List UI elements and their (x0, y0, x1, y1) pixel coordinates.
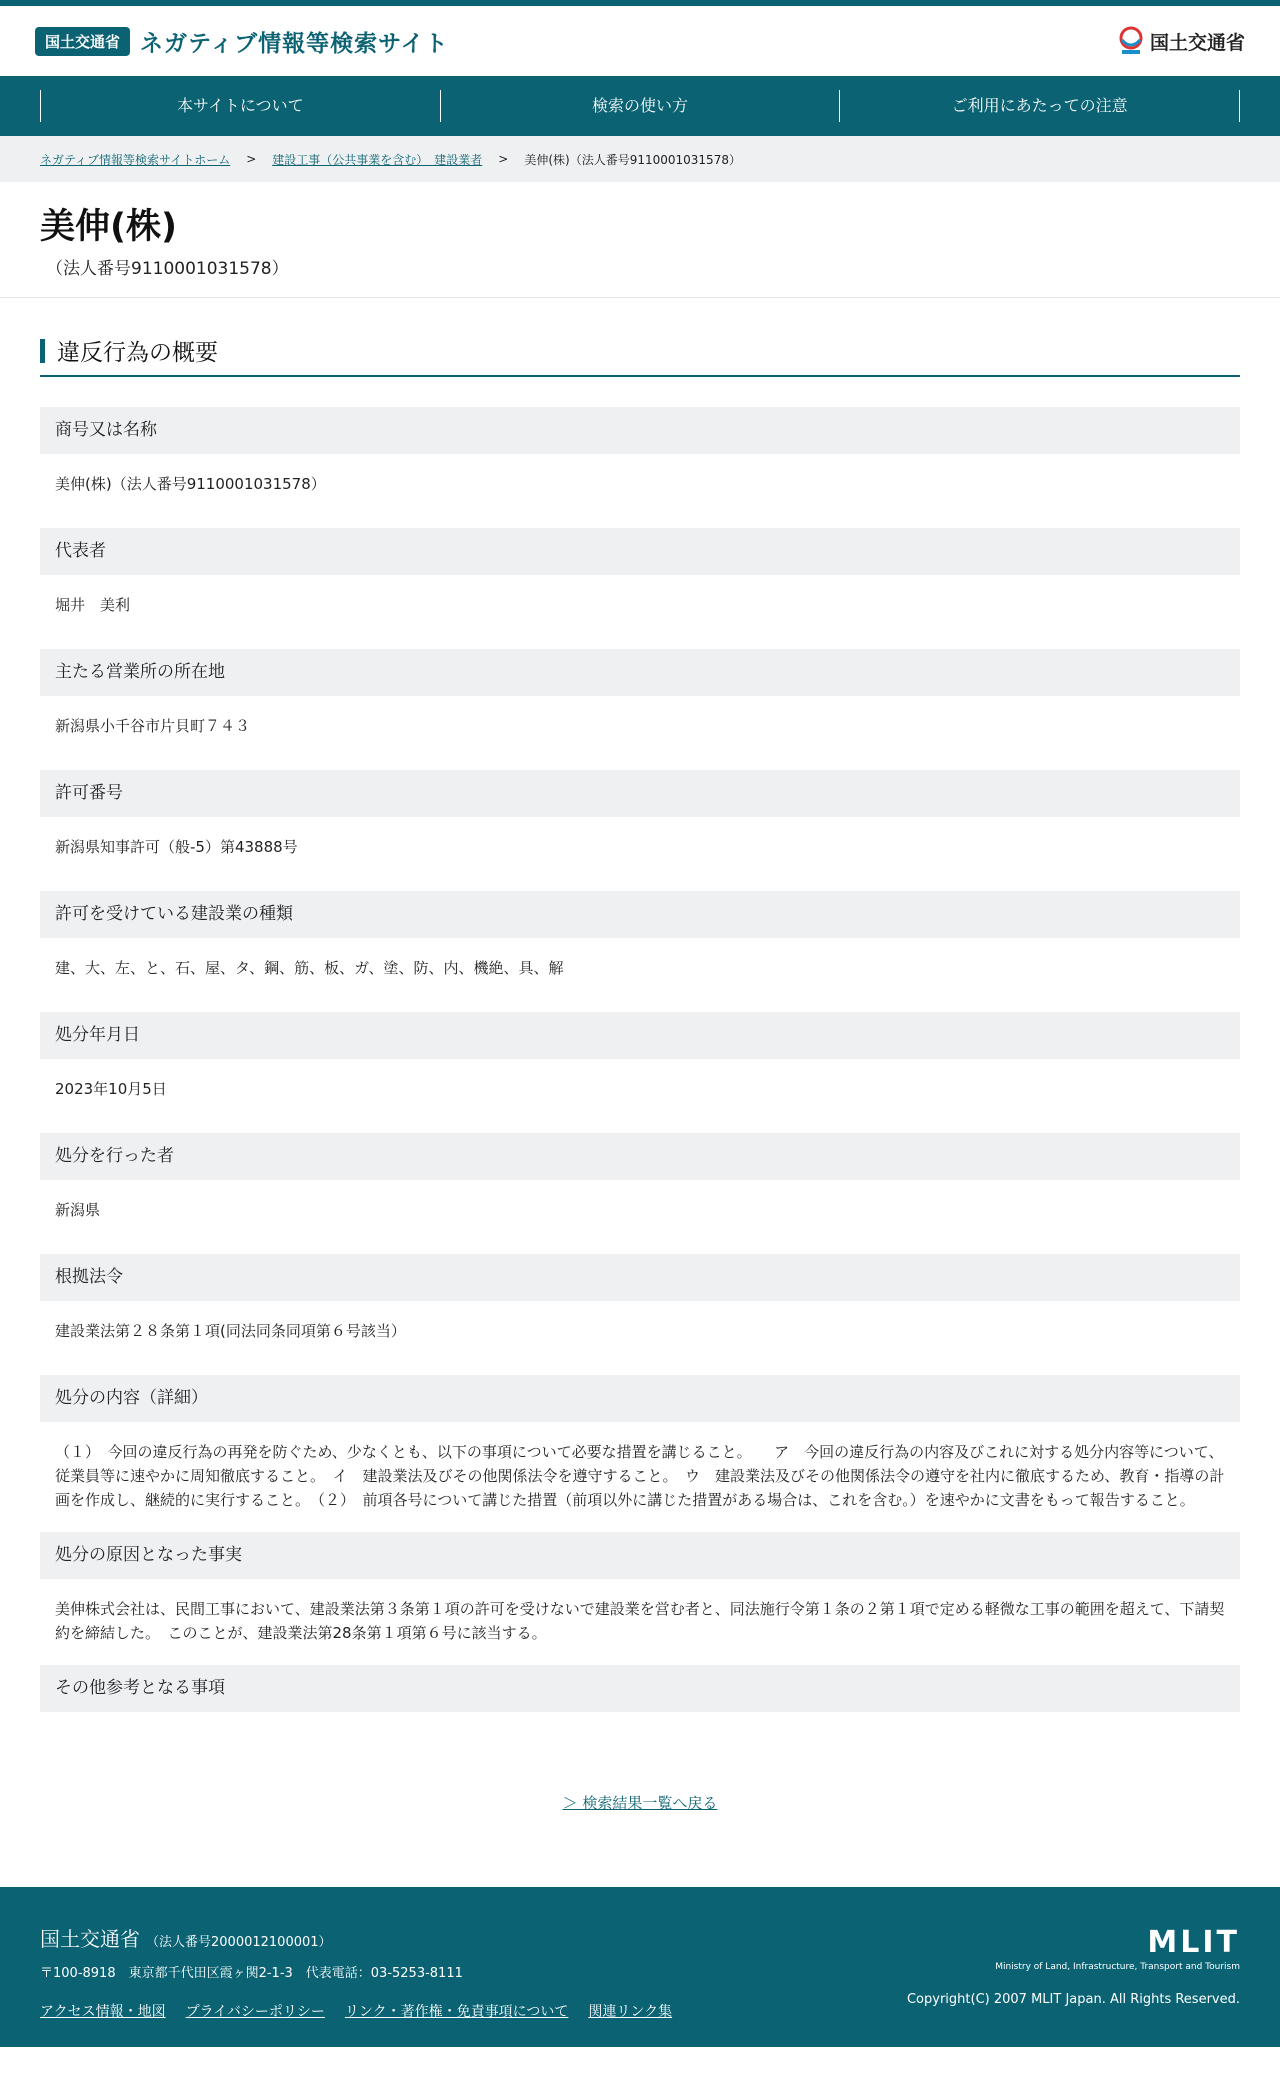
detail-value: 堀井 美利 (55, 596, 131, 614)
section-title: 違反行為の概要 (57, 340, 218, 366)
breadcrumb (0, 136, 1280, 182)
main-content (0, 298, 1280, 1813)
footer-link-access[interactable]: アクセス情報・地図 (40, 2004, 166, 2020)
detail-label: 処分を行った者 (40, 1133, 1240, 1180)
detail-label: その他参考となる事項 (40, 1665, 1240, 1712)
detail-value: 建設業法第２８条第１項(同法同条同項第６号該当） (55, 1322, 406, 1340)
heading-accent-bar (40, 339, 45, 363)
footer-link-privacy[interactable]: プライバシーポリシー (185, 2004, 325, 2020)
ministry-logo[interactable] (1118, 26, 1245, 56)
main-nav (0, 76, 1280, 136)
detail-label: 許可番号 (40, 770, 1240, 817)
detail-item-trade-name (40, 407, 1240, 528)
detail-label: 根拠法令 (40, 1254, 1240, 1301)
detail-item-representative (40, 528, 1240, 649)
detail-item-disposition-date (40, 1012, 1240, 1133)
detail-value: 建、大、左、と、石、屋、タ、鋼、筋、板、ガ、塗、防、内、機絶、具、解 (55, 959, 564, 977)
breadcrumb-category-link[interactable]: 建設工事（公共事業を含む） 建設業者 (272, 152, 483, 167)
detail-value: （１） 今回の違反行為の再発を防ぐため、少なくとも、以下の事項について必要な措置を講じること。 ア 今回の違反行為の内容及びこれに対する処分内容等について、従業員等に速やかに周知徹底すること。 イ 建設業法及びその他関係法令を遵守すること。 ウ 建設業法及びその他関係法令の遵守を社内に徹底するため、教育・指導の計画を作成し、継続的に実行すること。 （２） 前項各号について講じた措置（前項以外に講じた措置がある場合は、これを含む。）を速やかに文書をもって報告すること。 (55, 1443, 1225, 1509)
detail-label: 主たる営業所の所在地 (40, 649, 1240, 696)
detail-value: 新潟県 (55, 1201, 101, 1219)
nav-item-how-to-search[interactable]: 検索の使い方 (440, 90, 840, 122)
footer-brand (995, 1925, 1240, 1972)
detail-item-disposer (40, 1133, 1240, 1254)
detail-label: 代表者 (40, 528, 1240, 575)
detail-item-address (40, 649, 1240, 770)
detail-label: 商号又は名称 (40, 407, 1240, 454)
site-title: ネガティブ情報等検索サイト (140, 30, 449, 57)
ministry-badge: 国土交通省 (35, 27, 130, 56)
breadcrumb-separator: > (246, 152, 257, 166)
detail-label: 許可を受けている建設業の種類 (40, 891, 1240, 938)
nav-item-about[interactable]: 本サイトについて (40, 90, 440, 122)
detail-value: 新潟県知事許可（般-5）第43888号 (55, 838, 298, 856)
breadcrumb-home-link[interactable]: ネガティブ情報等検索サイトホーム (40, 152, 231, 167)
copyright: Copyright(C) 2007 MLIT Japan. All Rights Reserved. (906, 1992, 1240, 2007)
mlit-brand-sub: Ministry of Land, Infrastructure, Transport and Tourism (995, 1962, 1240, 1972)
footer-org-name: 国土交通省 (40, 1927, 140, 1951)
site-header (0, 6, 1280, 76)
footer-address: 〒100-8918 東京都千代田区霞ヶ関2-1-3 代表電話：03-5253-8111 (40, 1966, 463, 1981)
nav-item-notice[interactable]: ご利用にあたっての注意 (839, 90, 1240, 122)
detail-item-cause (40, 1532, 1240, 1665)
section-heading (40, 334, 1240, 377)
corporate-number: （法人番号9110001031578） (46, 259, 289, 279)
detail-item-legal-basis (40, 1254, 1240, 1375)
mlit-brand-logo: MLIT (1147, 1925, 1240, 1960)
detail-item-license-types (40, 891, 1240, 1012)
breadcrumb-current: 美伸(株)（法人番号9110001031578） (524, 152, 741, 167)
detail-label: 処分の原因となった事実 (40, 1532, 1240, 1579)
detail-value: 新潟県小千谷市片貝町７４３ (55, 717, 251, 735)
detail-item-disposition-content (40, 1375, 1240, 1532)
page-title: 美伸(株) (40, 207, 177, 247)
detail-item-other (40, 1665, 1240, 1712)
detail-value: 美伸株式会社は、民間工事において、建設業法第３条第１項の許可を受けないで建設業を営む者と、同法施行令第１条の２第１項で定める軽微な工事の範囲を超えて、下請契約を締結した。 このことが、建設業法第28条第１項第６号に該当する。 (55, 1600, 1225, 1642)
detail-value: 美伸(株)（法人番号9110001031578） (55, 475, 326, 493)
ministry-logo-text: 国土交通省 (1149, 31, 1245, 54)
back-to-results-link[interactable]: ＞ 検索結果一覧へ戻る (562, 1794, 718, 1812)
detail-item-license-number (40, 770, 1240, 891)
detail-label: 処分の内容（詳細） (40, 1375, 1240, 1422)
footer-org-number: （法人番号2000012100001） (146, 1935, 332, 1950)
detail-label: 処分年月日 (40, 1012, 1240, 1059)
site-brand[interactable] (35, 25, 449, 58)
footer-link-related[interactable]: 関連リンク集 (588, 2004, 673, 2020)
back-link-wrap (40, 1792, 1240, 1813)
detail-value: 2023年10月5日 (55, 1080, 167, 1098)
detail-list (40, 407, 1240, 1712)
mlit-emblem-icon (1118, 26, 1144, 56)
site-footer (0, 1887, 1280, 2047)
breadcrumb-separator: > (498, 152, 509, 166)
company-title-block (0, 182, 1280, 298)
footer-link-copyright[interactable]: リンク・著作権・免責事項について (344, 2004, 569, 2020)
